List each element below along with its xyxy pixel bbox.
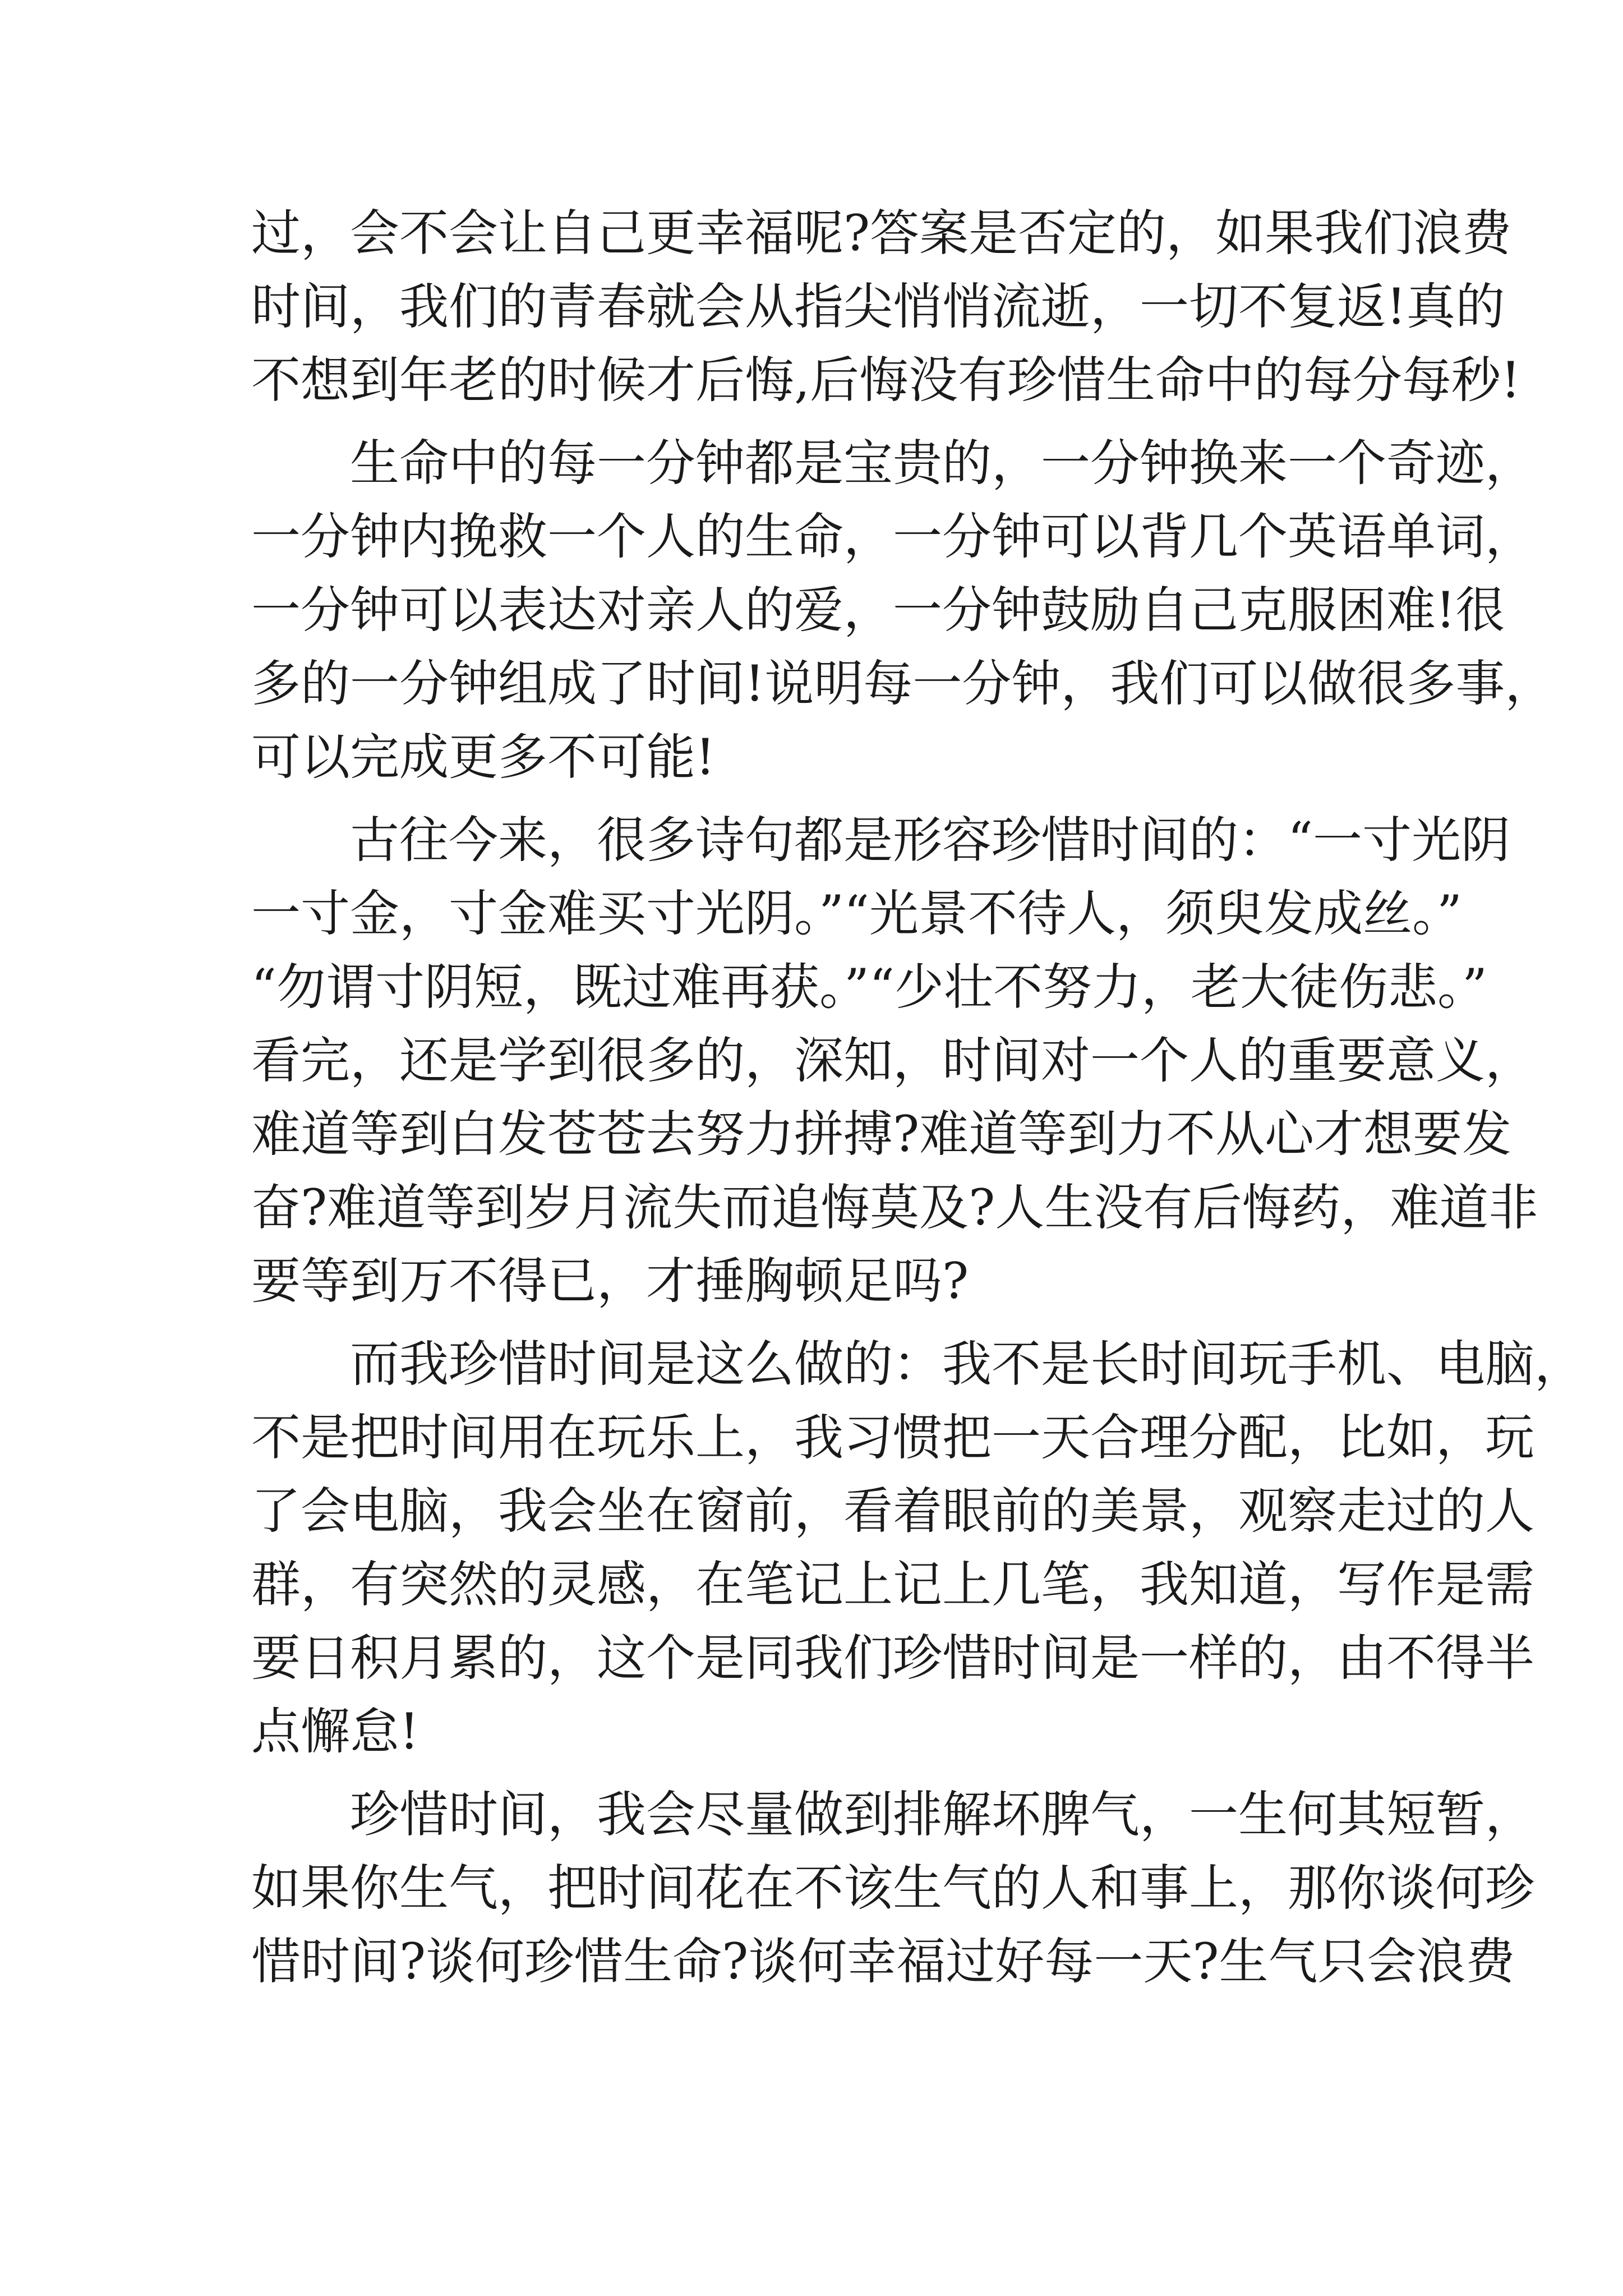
body-text xyxy=(251,196,1584,1998)
paragraph-2 xyxy=(251,426,1555,794)
text-line: 惜时间?谈何珍惜生命?谈何幸福过好每一天?生气只会浪费 xyxy=(251,1932,1515,1990)
text-line: 过，会不会让自己更幸福呢?答案是否定的，如果我们浪费 xyxy=(251,204,1512,262)
text-line: 珍惜时间，我会尽量做到排解坏脾气，一生何其短暂， xyxy=(350,1786,1535,1843)
text-line: 一分钟可以表达对亲人的爱，一分钟鼓励自己克服困难!很 xyxy=(251,581,1505,639)
text-line: 不是把时间用在玩乐上，我习惯把一天合理分配，比如，玩 xyxy=(251,1409,1535,1466)
text-line: 生命中的每一分钟都是宝贵的，一分钟换来一个奇迹， xyxy=(350,434,1535,492)
text-line: “勿谓寸阴短，既过难再获。”“少壮不努力，老大徒伤悲。” xyxy=(251,958,1487,1016)
text-line: 了会电脑，我会坐在窗前，看着眼前的美景，观察走过的人 xyxy=(251,1482,1535,1540)
text-line: 奋?难道等到岁月流失而追悔莫及?人生没有后悔药，难道非 xyxy=(251,1179,1538,1236)
text-line: 要等到万不得已，才捶胸顿足吗? xyxy=(251,1252,969,1310)
paragraph-4 xyxy=(251,1327,1584,1768)
text-line: 要日积月累的，这个是同我们珍惜时间是一样的，由不得半 xyxy=(251,1629,1535,1687)
text-line: 时间，我们的青春就会从指尖悄悄流逝，一切不复返!真的 xyxy=(251,278,1505,335)
paragraph-5 xyxy=(251,1778,1535,1998)
text-line: 难道等到白发苍苍去努力拼搏?难道等到力不从心才想要发 xyxy=(251,1105,1512,1163)
text-line: 一寸金，寸金难买寸光阴。”“光景不待人，须臾发成丝。” xyxy=(251,885,1462,942)
paragraph-1 xyxy=(251,196,1521,417)
text-line: 看完，还是学到很多的，深知，时间对一个人的重要意义， xyxy=(251,1032,1535,1089)
text-line: 群，有突然的灵感，在笔记上记上几笔，我知道，写作是需 xyxy=(251,1556,1535,1613)
text-line: 而我珍惜时间是这么做的：我不是长时间玩手机、电脑， xyxy=(350,1335,1584,1393)
text-line: 多的一分钟组成了时间!说明每一分钟，我们可以做很多事， xyxy=(251,655,1555,712)
text-line: 一分钟内挽救一个人的生命，一分钟可以背几个英语单词， xyxy=(251,508,1535,565)
text-line: 可以完成更多不可能! xyxy=(251,728,716,786)
text-line: 古往今来，很多诗句都是形容珍惜时间的：“一寸光阴 xyxy=(350,811,1510,869)
paragraph-3 xyxy=(251,803,1538,1318)
text-line: 点懈怠! xyxy=(251,1703,419,1760)
text-line: 不想到年老的时候才后悔,后悔没有珍惜生命中的每分每秒! xyxy=(251,351,1521,409)
text-line: 如果你生气，把时间花在不该生气的人和事上，那你谈何珍 xyxy=(251,1859,1535,1917)
